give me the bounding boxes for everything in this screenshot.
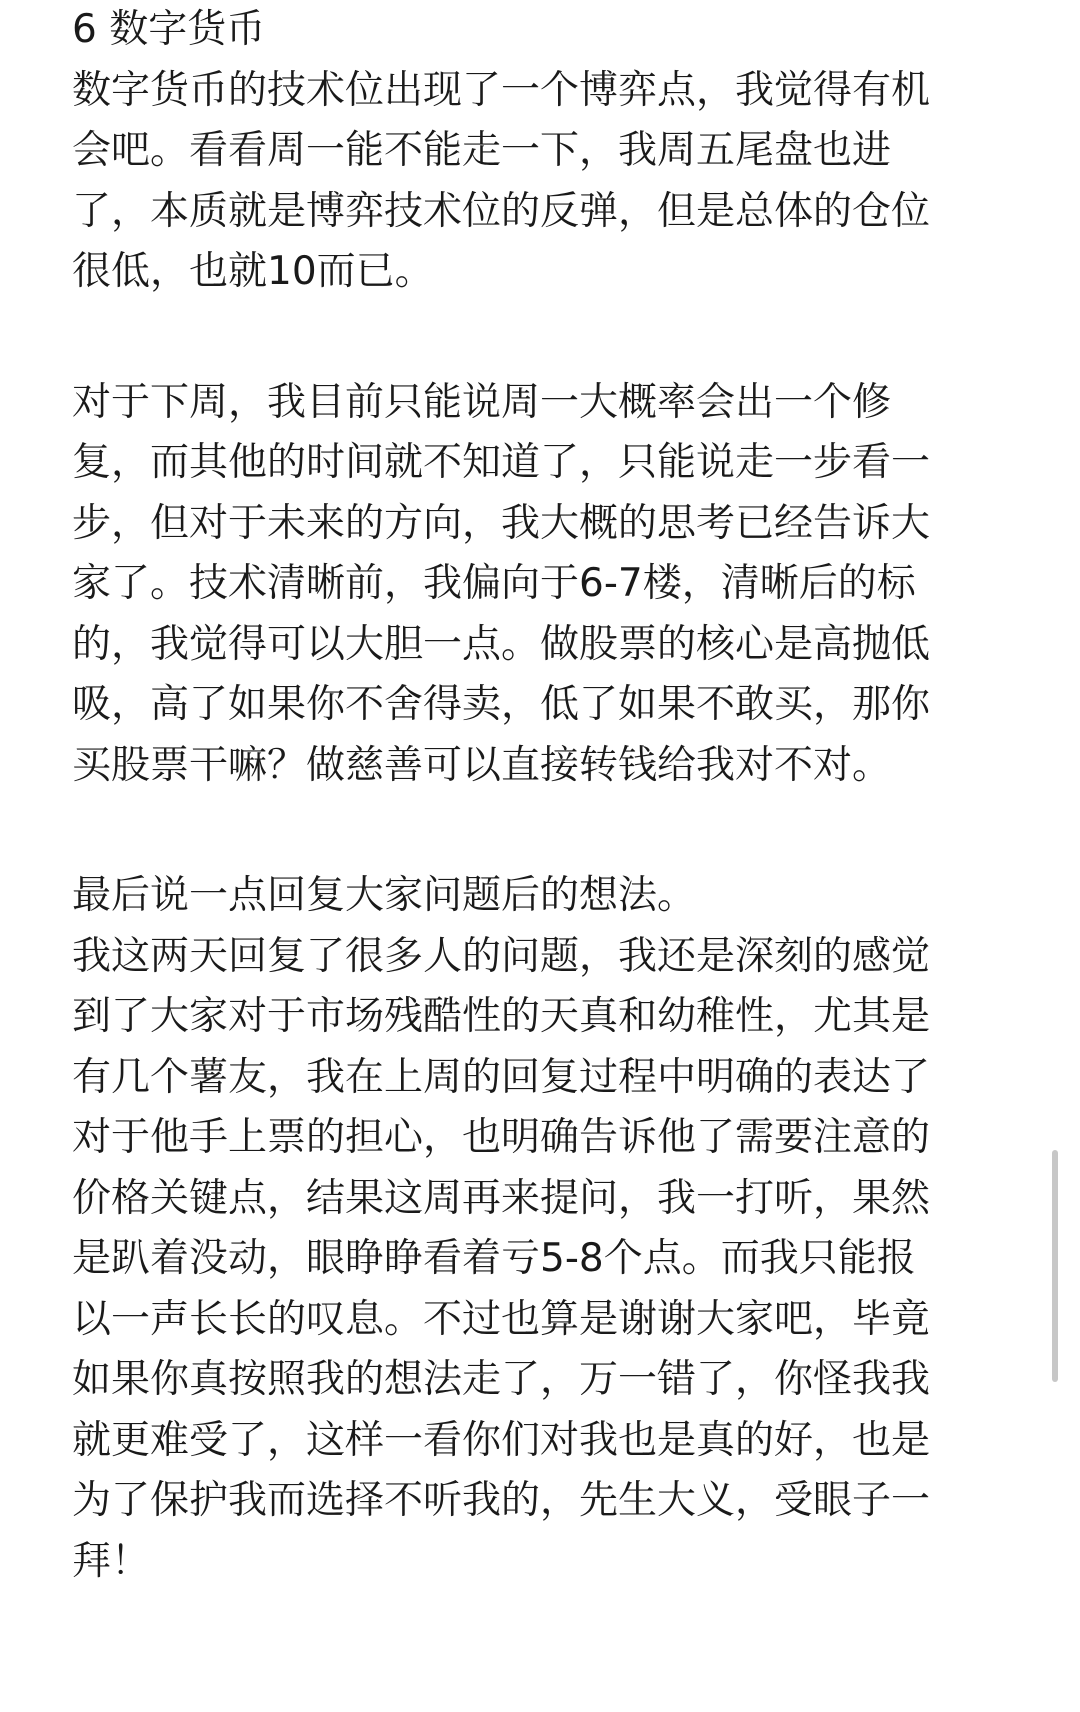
paragraph-next-week (72, 373, 1012, 797)
text-line: 有几个薯友，我在上周的回复过程中明确的表达了 (72, 1054, 931, 1100)
text-line: 价格关键点，结果这周再来提问，我一打听，果然 (72, 1175, 931, 1221)
text-line: 吸，高了如果你不舍得卖，低了如果不敢买，那你 (72, 682, 931, 727)
section-heading: 6 数字货币 (72, 7, 266, 52)
text-line: 我这两天回复了很多人的问题，我还是深刻的感觉 (72, 933, 931, 979)
scrollbar-thumb[interactable] (1052, 1150, 1058, 1382)
text-line: 对于他手上票的担心，也明确告诉他了需要注意的 (72, 1115, 931, 1160)
text-line: 为了保护我而选择不听我的，先生大义，受眼子一 (72, 1478, 931, 1523)
vertical-scrollbar[interactable] (1052, 1150, 1058, 1382)
text-line: 就更难受了，这样一看你们对我也是真的好，也是 (72, 1417, 931, 1463)
text-line: 家了。技术清晰前，我偏向于6-7楼，清晰后的标 (72, 561, 916, 606)
text-line: 如果你真按照我的想法走了，万一错了，你怪我我 (72, 1357, 931, 1402)
text-line: 会吧。看看周一能不能走一下，我周五尾盘也进 (72, 128, 892, 173)
text-line: 复，而其他的时间就不知道了，只能说走一步看一 (72, 440, 931, 485)
paragraph-spacer (72, 796, 1012, 866)
article-body (72, 0, 1012, 1592)
text-line: 是趴着没动，眼睁睁看着亏5-8个点。而我只能报 (72, 1236, 916, 1281)
text-line: 很低，也就10而已。 (72, 249, 434, 294)
text-line: 了，本质就是博弈技术位的反弹，但是总体的仓位 (72, 188, 931, 234)
text-line: 买股票干嘛？做慈善可以直接转钱给我对不对。 (72, 742, 892, 788)
text-line: 拜！ (72, 1538, 151, 1584)
paragraph-crypto (72, 61, 1012, 303)
paragraph-spacer (72, 303, 1012, 373)
text-line: 的，我觉得可以大胆一点。做股票的核心是高抛低 (72, 621, 931, 667)
text-line: 以一声长长的叹息。不过也算是谢谢大家吧，毕竟 (72, 1296, 931, 1342)
text-line: 最后说一点回复大家问题后的想法。 (72, 873, 697, 918)
text-line: 到了大家对于市场残酷性的天真和幼稚性，尤其是 (72, 994, 931, 1039)
paragraph-closing-thoughts (72, 866, 1012, 1592)
text-line: 对于下周，我目前只能说周一大概率会出一个修 (72, 379, 892, 425)
text-line: 步，但对于未来的方向，我大概的思考已经告诉大 (72, 500, 931, 546)
text-line: 数字货币的技术位出现了一个博弈点，我觉得有机 (72, 67, 931, 113)
